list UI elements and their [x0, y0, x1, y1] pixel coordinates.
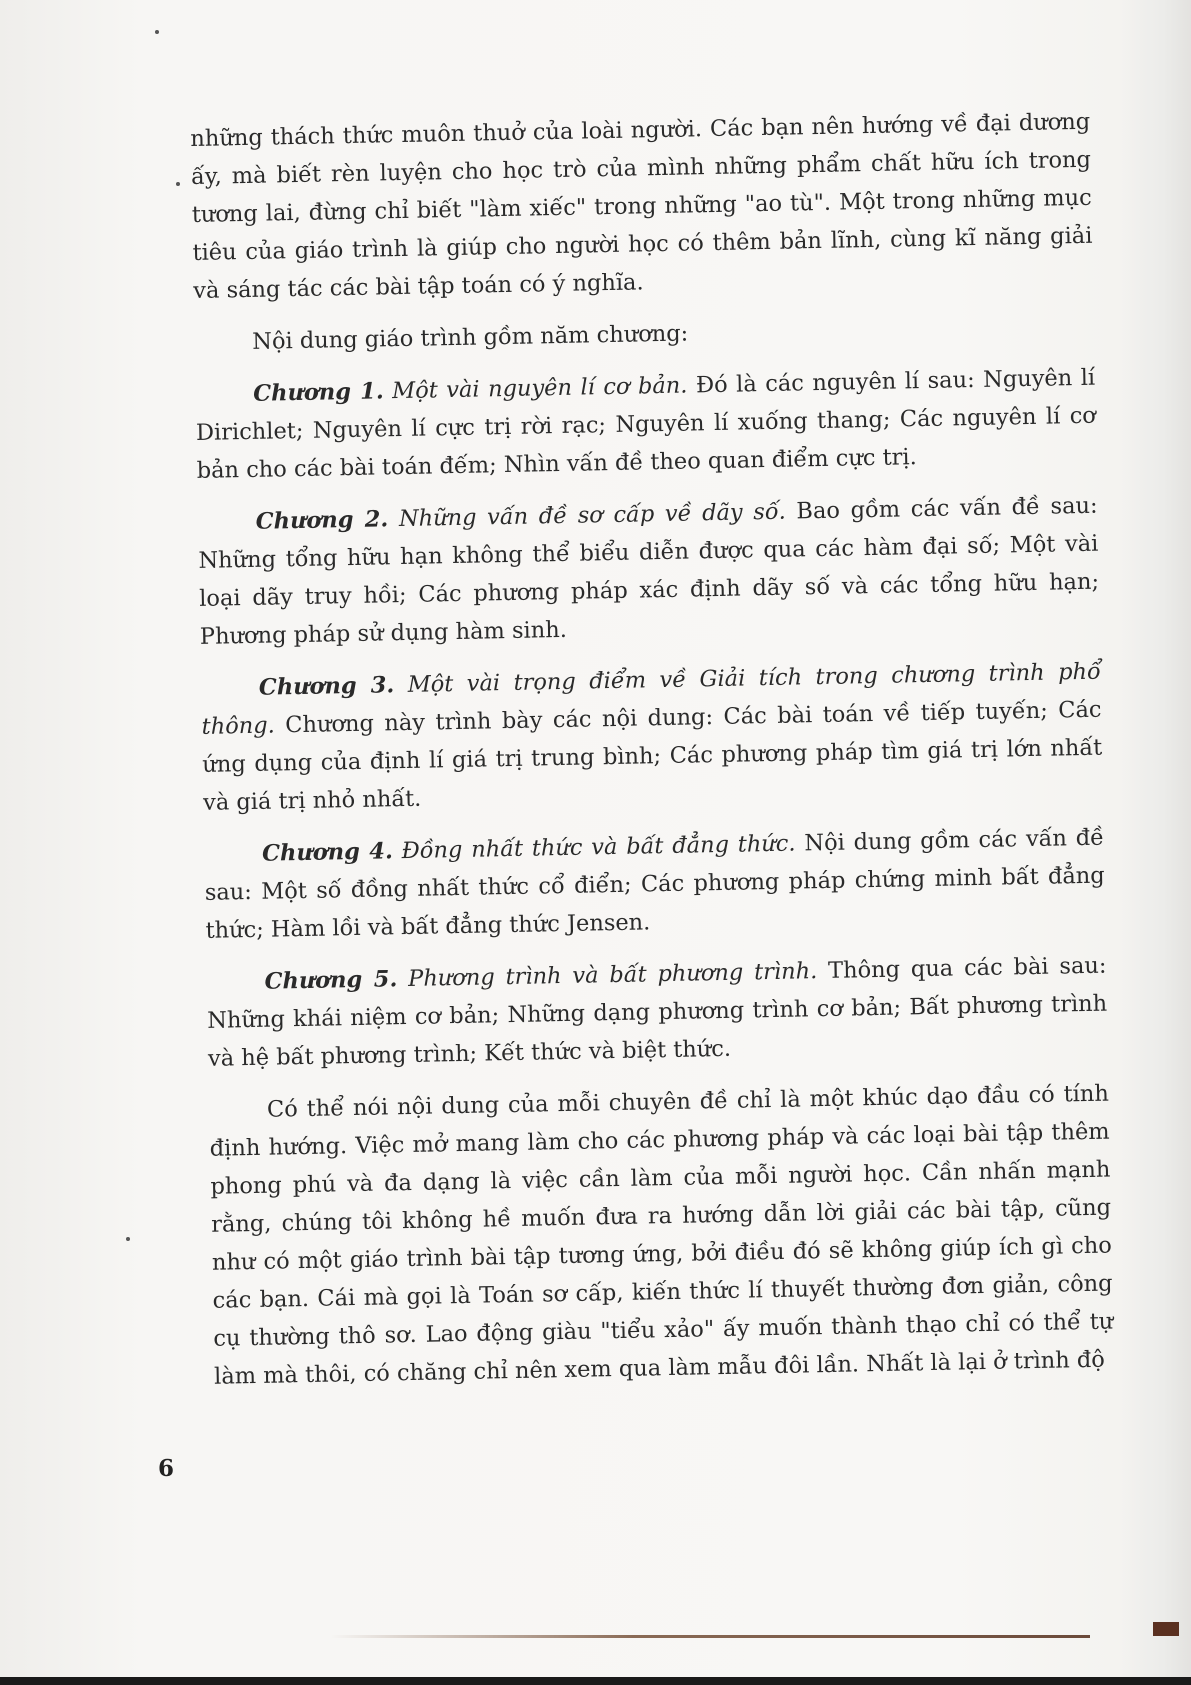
chapter-number: Chương 5. [264, 966, 398, 995]
intro-paragraph: những thách thức muôn thuở của loài người. Các bạn nên hướng về đại dương ấy, mà biết rèn luyện cho học trò của mình những phẩm chất hữu ích trong tương lai, đừng chỉ biết "làm xiếc" trong những "ao tù". Một trong những mục tiêu của giáo trình là giúp cho người học có thêm bản lĩnh, cùng kĩ năng giải và sáng tác các bài tập toán có ý nghĩa. [190, 108, 1093, 304]
binding-edge-line [330, 1635, 1090, 1638]
chapter-title: Những vấn đề sơ cấp về dãy số. [398, 498, 787, 533]
chapter-paragraph-5 [206, 947, 1108, 1078]
page-number: 6 [158, 1455, 175, 1482]
chapter-title: Một vài trọng điểm về Giải tích trong chương trình phổ thông. [201, 658, 1102, 740]
chapter-description: Bao gồm các vấn đề sau: Những tổng hữu hạn không thể biểu diễn được qua các hàm đại số; Một vài loại dãy truy hồi; Các phương pháp xác định dãy số và các tổng hữu hạn; Phương pháp sử dụng hàm sinh. [198, 492, 1100, 650]
scan-border [0, 1677, 1191, 1685]
chapter-number: Chương 3. [258, 672, 395, 701]
chapter-title: Một vài nguyên lí cơ bản. [391, 372, 688, 405]
chapter-title: Đồng nhất thức và bất đẳng thức. [401, 830, 796, 865]
corner-mark [1153, 1622, 1179, 1636]
chapter-number: Chương 1. [253, 378, 384, 407]
scan-speck [126, 1237, 130, 1241]
scan-speck [176, 182, 180, 186]
chapter-description: Thông qua các bài sau: Những khái niệm cơ bản; Những dạng phương trình cơ bản; Bất phương trình và hệ bất phương trình; Kết thức và biệt thức. [207, 952, 1108, 1072]
chapter-paragraph-4 [204, 819, 1106, 950]
closing-paragraph: Có thể nói nội dung của mỗi chuyên đề chỉ là một khúc dạo đầu có tính định hướng. Việc mở mang làm cho các phương pháp và các loại bài tập thêm phong phú và đa dạng là việc cần làm của mỗi người học. Cần nhấn mạnh rằng, chúng tôi không hề muốn đưa ra hướng dẫn lời giải các bài tập, cũng như có một giáo trình bài tập tương ứng, bởi điều đó sẽ không giúp ích gì cho các bạn. Cái mà gọi là Toán sơ cấp, kiến thức lí thuyết thường đơn giản, công cụ thường thô sơ. Lao động giàu "tiểu xảo" ấy muốn thành thạo chỉ có thể tự làm mà thôi, có chăng chỉ nên xem qua làm mẫu đôi lần. Nhất là lại ở trình độ [209, 1080, 1114, 1390]
chapter-description: Nội dung gồm các vấn đề sau: Một số đồng nhất thức cổ điển; Các phương pháp chứng minh bất đẳng thức; Hàm lồi và bất đẳng thức Jensen. [204, 824, 1105, 944]
chapter-number: Chương 4. [261, 838, 394, 867]
chapter-paragraph-1 [195, 359, 1097, 490]
page-edge-shadow [1121, 0, 1191, 1685]
chapter-paragraph-2 [197, 487, 1100, 656]
chapter-description: Chương này trình bày các nội dung: Các bài toán về tiếp tuyến; Các ứng dụng của định lí giá trị trung bình; Các phương pháp tìm giá trị lớn nhất và giá trị nhỏ nhất. [202, 696, 1103, 816]
chapter-title: Phương trình và bất phương trình. [407, 958, 818, 992]
chapter-description: Đó là các nguyên lí sau: Nguyên lí Dirichlet; Nguyên lí cực trị rời rạc; Nguyên lí xuống thang; Các nguyên lí cơ bản cho các bài toán đếm; Nhìn vấn đề theo quan điểm cực trị. [195, 364, 1097, 484]
scan-speck [155, 30, 159, 34]
overview-line: Nội dung giáo trình gồm năm chương: [252, 320, 689, 355]
chapter-number: Chương 2. [255, 506, 389, 535]
body-text [190, 103, 1115, 1410]
chapter-paragraph-3 [201, 653, 1104, 822]
